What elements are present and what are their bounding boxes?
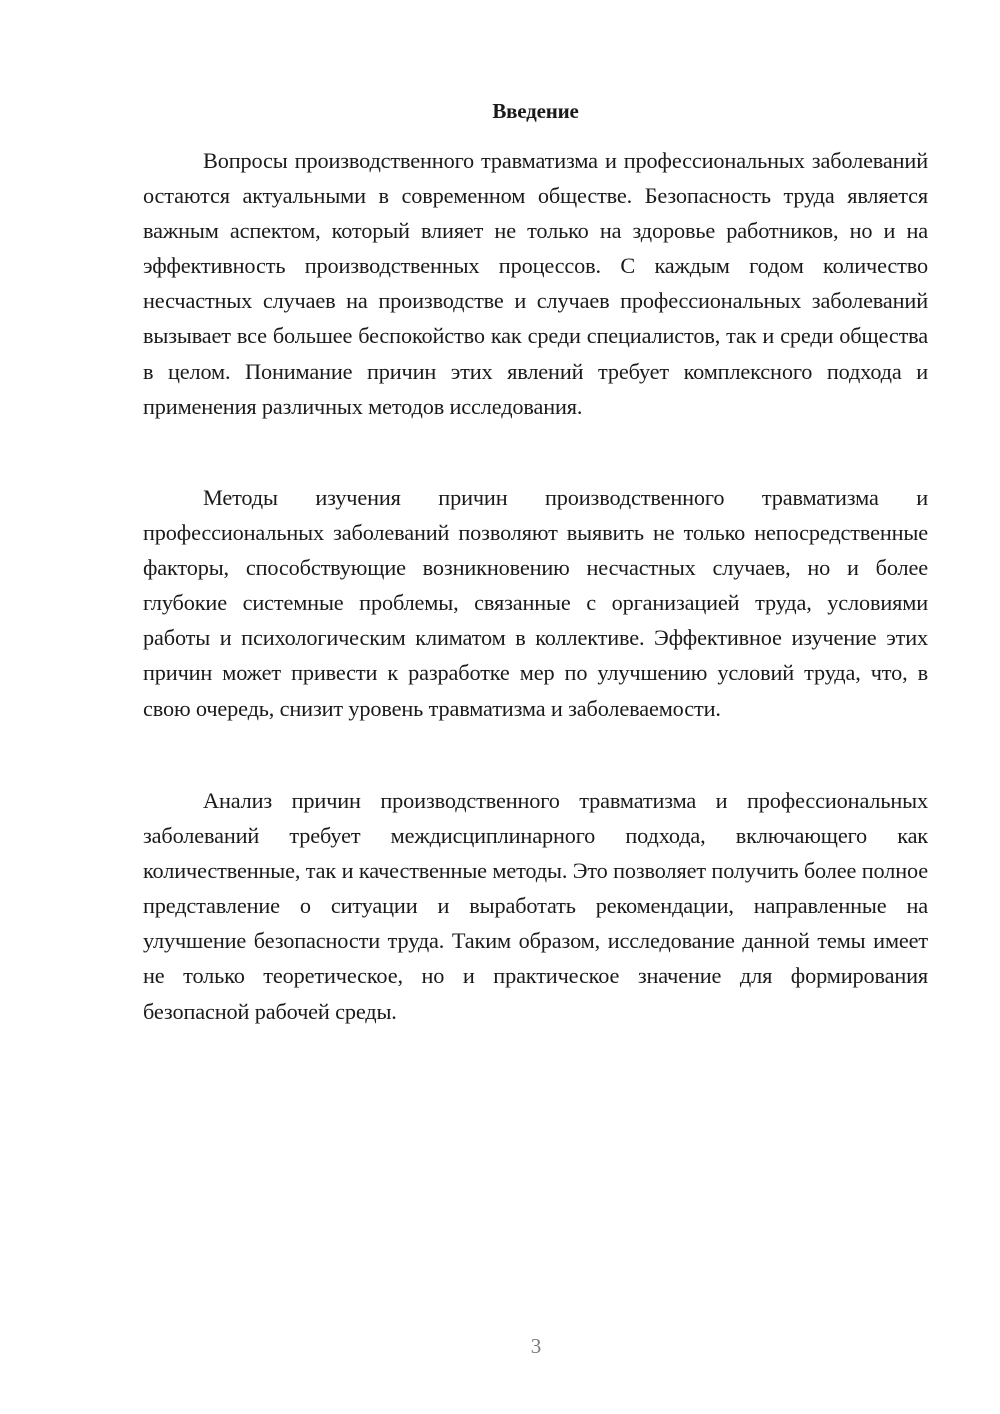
paragraph-3: Анализ причин производственного травматизма и профессиональных заболеваний требует междисциплинарного подхода, включающего как количественные, так и качественные методы. Это позволяет получить более полное представление о ситуации и выработать рекомендации, направленные на улучшение безопасности труда. Таким образом, исследование данной темы имеет не только теоретическое, но и практическое значение для формирования безопасной рабочей среды. [143,788,928,1024]
page-number: 3 [530,1334,542,1358]
paragraph-2: Методы изучения причин производственного травматизма и профессиональных заболеваний позволяют выявить не только непосредственные факторы, способствующие возникновению несчастных случаев, но и более глубокие системные проблемы, связанные с организацией труда, условиями работы и психологическим климатом в коллективе. Эффективное изучение этих причин может привести к разработке мер по улучшению условий труда, что, в свою очередь, снизит уровень травматизма и заболеваемости. [143,485,928,721]
paragraph-1: Вопросы производственного травматизма и профессиональных заболеваний остаются актуальными в современном обществе. Безопасность труда является важным аспектом, который влияет не только на здоровье работников, но и на эффективность производственных процессов. С каждым годом количество несчастных случаев на производстве и случаев профессиональных заболеваний вызывает все большее беспокойство как среди специалистов, так и среди общества в целом. Понимание причин этих явлений требует комплексного подхода и применения различных методов исследования. [143,148,928,419]
section-title: Введение [492,99,579,123]
